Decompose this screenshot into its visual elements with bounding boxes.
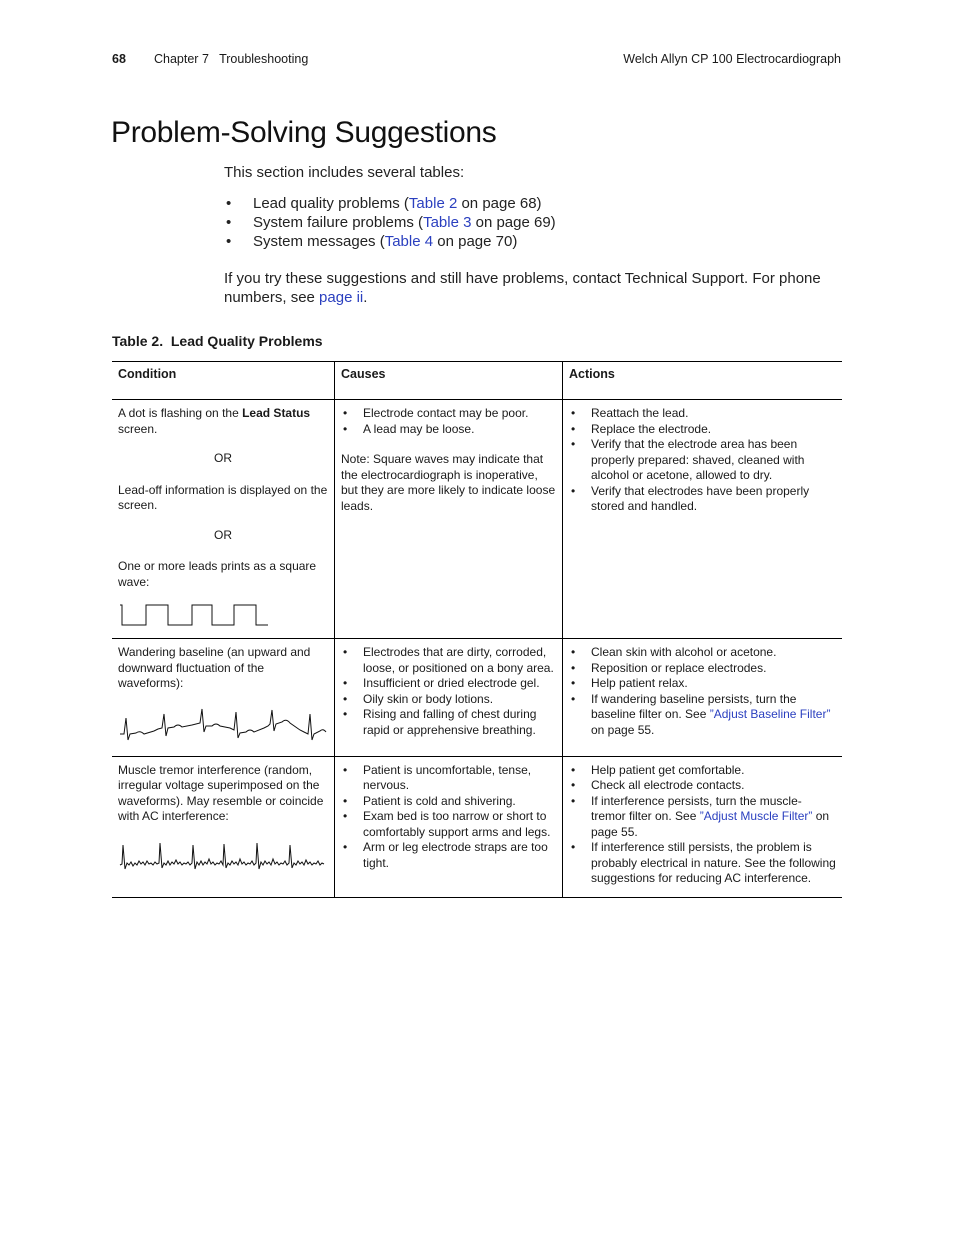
- bullet-icon: •: [226, 214, 232, 231]
- causes-cell: [335, 756, 563, 897]
- bullet-icon: •: [571, 645, 576, 659]
- list-item: • Help patient get comfortable.: [571, 762, 745, 777]
- bullet-icon: •: [571, 762, 576, 777]
- table-4-link[interactable]: Table 4: [384, 233, 434, 250]
- bullet-icon: •: [571, 406, 576, 420]
- bullet-icon: •: [343, 809, 348, 823]
- muscle-tremor-waveform: [118, 837, 328, 875]
- list-item: • Clean skin with alcohol or acetone.: [571, 645, 777, 659]
- or-separator: OR: [214, 527, 232, 542]
- bullet-icon: •: [571, 778, 576, 792]
- list-item: • Replace the electrode.: [571, 421, 712, 436]
- condition-cell: Wandering baseline (an upward and downward fluctuation of the waveforms):: [112, 639, 335, 757]
- list-item: • Electrodes that are dirty, corroded, loose, or positioned on a bony area.: [343, 645, 554, 675]
- bullet-icon: •: [571, 660, 576, 675]
- list-item: • Reposition or replace electrodes.: [571, 660, 767, 675]
- list-item: • If interference still persists, the problem is probably electrical in nature. See the following suggestions for reducing AC interference.: [571, 840, 836, 885]
- condition-cell: Muscle tremor interference (random, irregular voltage superimposed on the waveforms). May resemble or coincide with AC interference:: [112, 756, 335, 897]
- list-item: • If interference persists, turn the muscle-tremor filter on. See ”Adjust Muscle Filter” on page 55.: [571, 793, 830, 839]
- bullet-icon: •: [343, 707, 348, 721]
- bullet-icon: •: [226, 195, 232, 212]
- list-item: • Exam bed is too narrow or short to comfortably support arms and legs.: [343, 809, 551, 839]
- table-header-row: [112, 362, 842, 400]
- bullet-icon: •: [571, 421, 576, 436]
- bullet-icon: •: [343, 762, 348, 777]
- table-3-link[interactable]: Table 3: [423, 214, 472, 231]
- lead-status-label: Lead Status: [242, 406, 311, 420]
- causes-cell: [335, 639, 563, 757]
- list-item: • Reattach the lead.: [571, 406, 689, 420]
- bullet-icon: •: [571, 840, 576, 854]
- actions-cell: [563, 756, 843, 897]
- list-item: • If wandering baseline persists, turn the baseline filter on. See ”Adjust Baseline Filter” on page 55.: [571, 691, 831, 737]
- or-separator: OR: [214, 451, 232, 465]
- table-2-link[interactable]: Table 2: [408, 195, 458, 212]
- support-paragraph: If you try these suggestions and still have problems, contact Technical Support. For phone numbers, see page ii.: [224, 270, 821, 306]
- lead-quality-table: [112, 361, 842, 898]
- bullet-icon: •: [343, 793, 348, 808]
- list-item: • Verify that the electrode area has been properly prepared: shaved, cleaned with alcohol or acetone, allowed to dry.: [571, 437, 805, 482]
- table-reference-list: [224, 194, 556, 251]
- actions-cell: [563, 639, 843, 757]
- list-item: • System messages (Table 4 on page 70): [226, 233, 518, 250]
- page-ii-link[interactable]: page ii: [319, 289, 364, 306]
- list-item: • Rising and falling of chest during rapid or apprehensive breathing.: [343, 707, 537, 737]
- table-row: [112, 400, 842, 639]
- bullet-icon: •: [571, 793, 576, 808]
- list-item: • System failure problems (Table 3 on page 69): [226, 214, 556, 231]
- adjust-muscle-filter-link[interactable]: ”Adjust Muscle Filter”: [699, 809, 813, 823]
- page-number: 68: [112, 52, 126, 66]
- bullet-icon: •: [571, 691, 576, 706]
- bullet-icon: •: [343, 645, 348, 659]
- bullet-icon: •: [343, 840, 348, 854]
- list-item: • Oily skin or body lotions.: [343, 691, 494, 706]
- list-item: • Patient is cold and shivering.: [343, 793, 516, 808]
- list-item: • Check all electrode contacts.: [571, 778, 745, 792]
- table-row: [112, 639, 842, 757]
- causes-note: Note: Square waves may indicate that the electrocardiograph is inoperative, but they are more likely to indicate loose leads.: [341, 452, 556, 513]
- list-item: • Help patient relax.: [571, 676, 688, 690]
- column-header-condition: Condition: [112, 362, 335, 400]
- bullet-icon: •: [343, 676, 348, 690]
- bullet-icon: •: [226, 233, 232, 250]
- list-item: • Electrode contact may be poor.: [343, 406, 529, 420]
- bullet-icon: •: [571, 676, 576, 690]
- bullet-icon: •: [343, 691, 348, 706]
- list-item: • Arm or leg electrode straps are too tight.: [343, 840, 548, 870]
- table-caption: Table 2. Lead Quality Problems: [112, 333, 323, 349]
- chapter-label: Chapter 7 Troubleshooting: [154, 52, 309, 66]
- column-header-actions: Actions: [563, 362, 843, 400]
- bullet-icon: •: [571, 437, 576, 451]
- actions-cell: [563, 400, 843, 639]
- list-item: • Verify that electrodes have been properly stored and handled.: [571, 483, 810, 513]
- bullet-icon: •: [343, 406, 348, 420]
- page-heading: Problem-Solving Suggestions: [111, 116, 497, 149]
- document-title: Welch Allyn CP 100 Electrocardiograph: [623, 52, 841, 66]
- list-item: • Insufficient or dried electrode gel.: [343, 676, 540, 690]
- bullet-icon: •: [343, 421, 348, 436]
- intro-text: This section includes several tables:: [224, 164, 465, 181]
- bullet-icon: •: [571, 483, 576, 498]
- table-row: [112, 756, 842, 897]
- adjust-baseline-filter-link[interactable]: ”Adjust Baseline Filter”: [709, 707, 831, 721]
- wandering-baseline-waveform: [118, 704, 328, 746]
- causes-cell: [335, 400, 563, 639]
- column-header-causes: Causes: [335, 362, 563, 400]
- list-item: • Lead quality problems (Table 2 on page 68): [226, 195, 542, 212]
- square-wave-illustration: [118, 602, 270, 628]
- list-item: • Patient is uncomfortable, tense, nervous.: [343, 762, 532, 792]
- condition-cell: A dot is flashing on the Lead Status screen. OR Lead-off information is displayed on the screen. OR One or more leads prints as a square wave:: [112, 400, 335, 639]
- list-item: • A lead may be loose.: [343, 421, 475, 436]
